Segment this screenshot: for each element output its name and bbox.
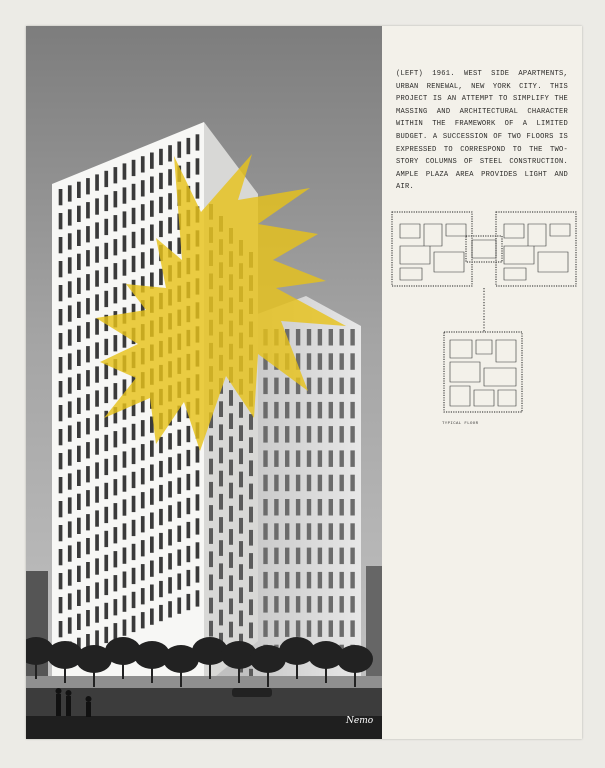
floor-plans	[386, 206, 582, 426]
project-caption: (LEFT) 1961. WEST SIDE APARTMENTS, URBAN RENEWAL, NEW YORK CITY. THIS PROJECT IS AN ATTEMPT TO SIMPLIFY THE MASSING AND ARCHITECTURAL CHARACTER WITHIN THE FRAMEWORK OF A LIMITED BUDGET. A SUCCESSION OF TWO FLOORS IS EXPRESSED TO CORRESPOND TO THE TWO-STORY COLUMNS OF STEEL CONSTRUCTION. AMPLE PLAZA AREA PROVIDES LIGHT AND AIR.	[396, 70, 568, 192]
artist-signature: Nemo	[346, 716, 374, 726]
building-rendering	[26, 26, 382, 739]
car	[232, 688, 272, 697]
typical-floor-plan	[444, 332, 522, 412]
upper-floor-plan	[392, 212, 576, 286]
page-sheet	[26, 26, 582, 739]
plan-label: TYPICAL FLOOR	[442, 422, 479, 426]
